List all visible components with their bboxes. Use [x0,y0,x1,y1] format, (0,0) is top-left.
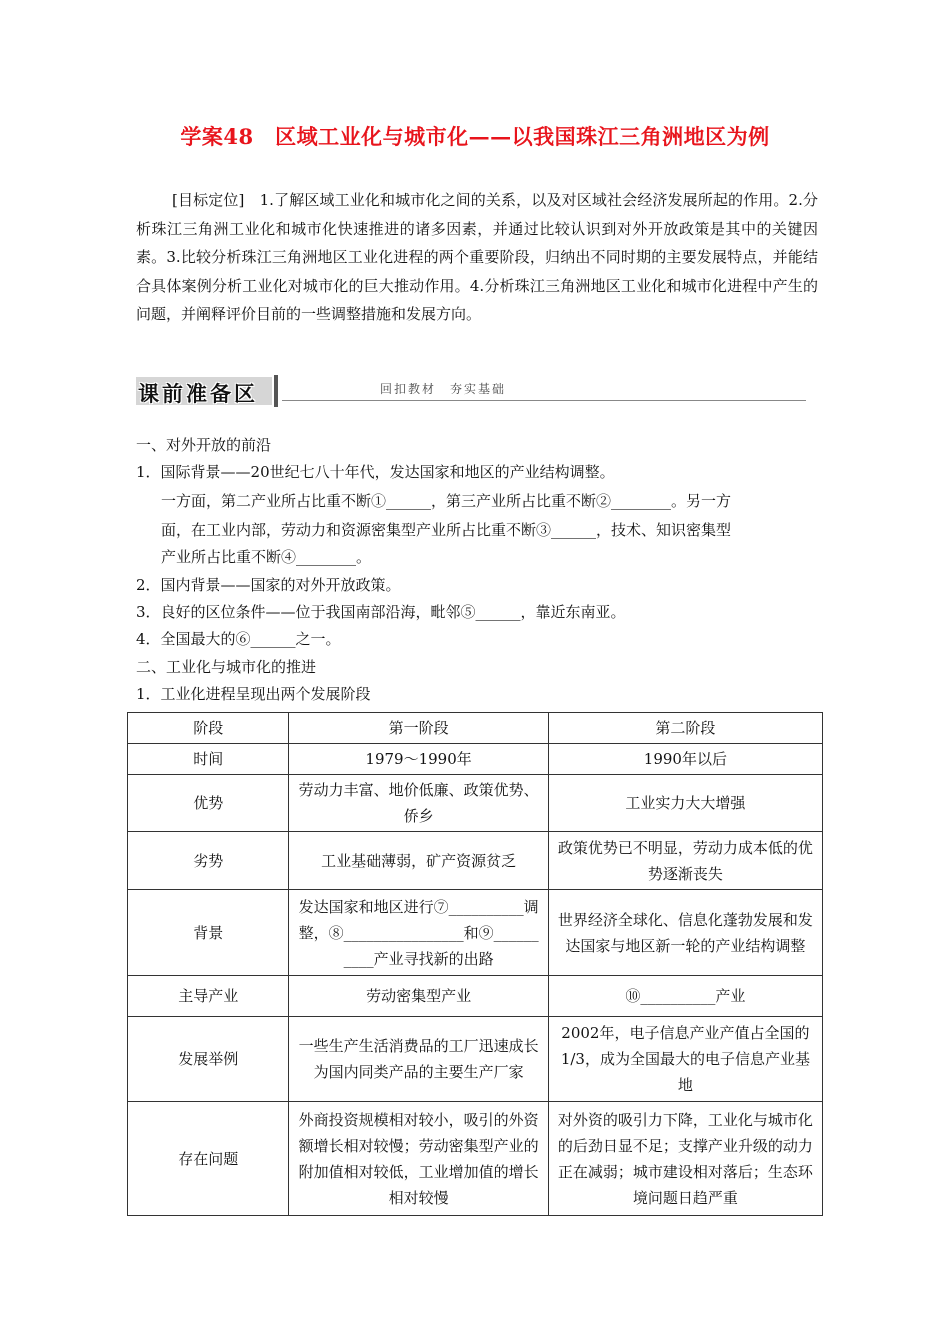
learning-goals: [目标定位] 1.了解区域工业化和城市化之间的关系，以及对区域社会经济发展所起的作用。2.分析珠江三角洲工业化和城市化快速推进的诸多因素，并通过比较认识到对外开放政策是其中的关键因素。3.比较分析珠江三角洲地区工业化进程的两个重要阶段，归纳出不同时期的主要发展特点，并能结合具体案例分析工业化对城市化的巨大推动作用。4.分析珠江三角洲地区工业化和城市化进程中产生的问题，并阐释评价目前的一些调整措施和发展方向。 [136,191,818,323]
list-item-text: 面，在工业内部，劳动力和资源密集型产业所占比重不断③______，技术、知识密集型 [161,521,732,539]
row-label: 发展举例 [128,1017,289,1102]
banner-label: 课前准备区 [138,382,258,406]
stage2-cell: ⑩__________产业 [548,976,822,1017]
list-item: 1．工业化进程呈现出两个发展阶段 [136,685,371,703]
row-label: 优势 [128,775,289,832]
table-row [128,775,823,832]
stage1-cell: 劳动密集型产业 [289,976,548,1017]
page-title: 学案48 区域工业化与城市化——以我国珠江三角洲地区为例 [180,124,770,149]
stage2-cell: 工业实力大大增强 [548,775,822,832]
table-row [128,1102,823,1216]
list-item: 3．良好的区位条件——位于我国南部沿海，毗邻⑤______，靠近东南亚。 [136,603,626,621]
list-item: 2．国内背景——国家的对外开放政策。 [136,576,401,594]
table-row [128,890,823,976]
table-header-cell: 第一阶段 [289,713,548,744]
stage1-cell: 外商投资规模相对较小，吸引的外资额增长相对较慢；劳动密集型产业的附加值相对较低，工业增加值的增长相对较慢 [289,1102,548,1216]
list-item: 1．国际背景——20世纪七八十年代，发达国家和地区的产业结构调整。 [136,463,615,481]
table-row [128,832,823,890]
stage1-cell: 劳动力丰富、地价低廉、政策优势、侨乡 [289,775,548,832]
row-label: 主导产业 [128,976,289,1017]
row-label: 时间 [128,744,289,775]
table-header-cell: 第二阶段 [548,713,822,744]
stage2-cell: 2002年，电子信息产业产值占全国的1/3，成为全国最大的电子信息产业基地 [548,1017,822,1102]
table-header-cell: 阶段 [128,713,289,744]
stage1-cell: 工业基础薄弱，矿产资源贫乏 [289,832,548,890]
banner-subtitle: 回扣教材 夯实基础 [380,382,507,396]
list-item: 4．全国最大的⑥______之一。 [136,630,341,648]
table-row [128,744,823,775]
section-heading: 二、工业化与城市化的推进 [136,658,317,676]
banner-divider [274,375,278,407]
stage2-cell: 1990年以后 [548,744,822,775]
table-row [128,976,823,1017]
section-banner [136,377,806,407]
stage2-cell: 对外资的吸引力下降，工业化与城市化的后劲日显不足；支撑产业升级的动力正在减弱；城市建设相对落后；生态环境问题日趋严重 [548,1102,822,1216]
table-header-row [128,713,823,744]
row-label: 劣势 [128,832,289,890]
section-heading: 一、对外开放的前沿 [136,436,272,454]
stages-table [127,712,823,1216]
stage1-cell: 一些生产生活消费品的工厂迅速成长为国内同类产品的主要生产厂家 [289,1017,548,1102]
list-item-text: 一方面，第二产业所占比重不断①______，第三产业所占比重不断②________。另一方 [161,492,732,510]
banner-rule [282,400,806,401]
stage1-cell: 发达国家和地区进行⑦__________调整，⑧________________和⑨__________产业寻找新的出路 [289,890,548,976]
row-label: 存在问题 [128,1102,289,1216]
row-label: 背景 [128,890,289,976]
stage2-cell: 政策优势已不明显，劳动力成本低的优势逐渐丧失 [548,832,822,890]
stage1-cell: 1979～1990年 [289,744,548,775]
table-row [128,1017,823,1102]
stage2-cell: 世界经济全球化、信息化蓬勃发展和发达国家与地区新一轮的产业结构调整 [548,890,822,976]
list-item-text: 产业所占比重不断④________。 [161,548,372,566]
